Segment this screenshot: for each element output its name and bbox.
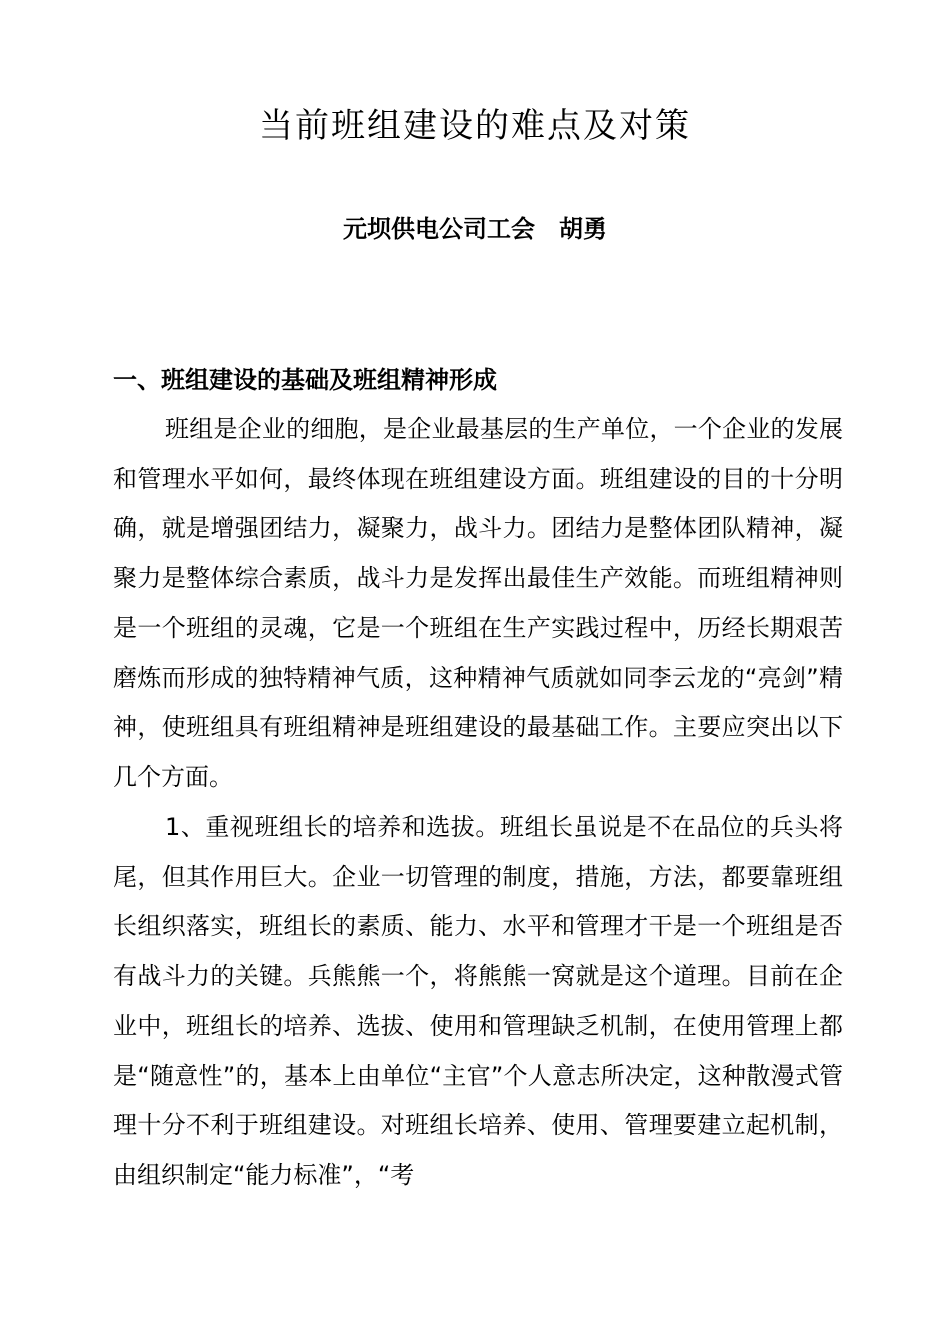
section-heading: 一、班组建设的基础及班组精神形成 bbox=[113, 366, 497, 394]
author-line: 元坝供电公司工会 胡勇 bbox=[343, 215, 607, 243]
body-paragraph: 1、重视班组长的培养和选拔。班组长虽说是不在品位的兵头将尾，但其作用巨大。企业一切管理的制度，措施，方法，都要靠班组长组织落实，班组长的素质、能力、水平和管理才干是一个班组是否有战斗力的关键。兵熊熊一个，将熊熊一窝就是这个道理。目前在企业中，班组长的培养、选拔、使用和管理缺乏机制，在使用管理上都是“随意性”的，基本上由单位“主官”个人意志所决定，这种散漫式管理十分不利于班组建设。对班组长培养、使用、管理要建立起机制，由组织制定“能力标准”，“考 bbox=[113, 813, 843, 1189]
body-paragraph: 班组是企业的细胞，是企业最基层的生产单位，一个企业的发展和管理水平如何，最终体现在班组建设方面。班组建设的目的十分明确，就是增强团结力，凝聚力，战斗力。团结力是整体团队精神，凝聚力是整体综合素质，战斗力是发挥出最佳生产效能。而班组精神则是一个班组的灵魂，它是一个班组在生产实践过程中，历经长期艰苦磨炼而形成的独特精神气质，这种精神气质就如同李云龙的“亮剑”精神，使班组具有班组精神是班组建设的最基础工作。主要应突出以下几个方面。 bbox=[113, 415, 843, 791]
document-title: 当前班组建设的难点及对策 bbox=[259, 106, 691, 146]
